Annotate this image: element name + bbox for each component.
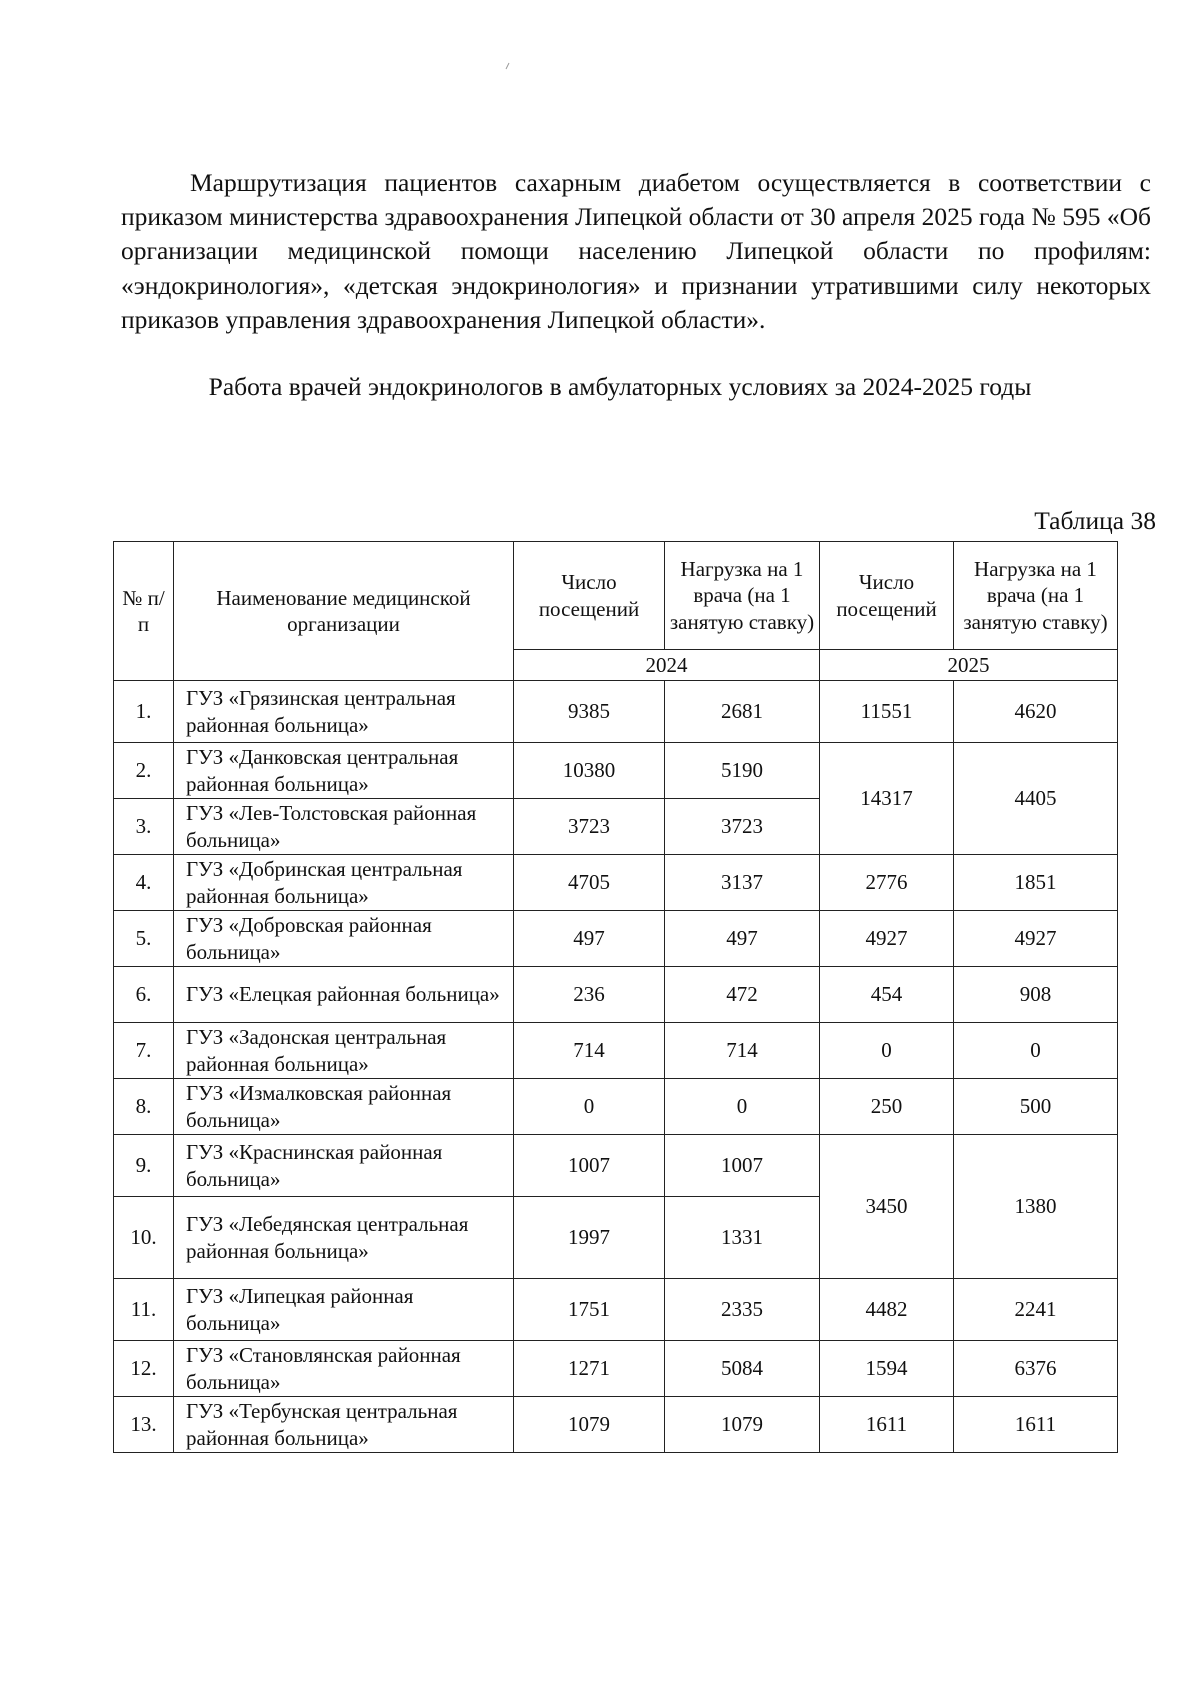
table-row: [114, 1023, 1118, 1079]
row-visits-2024: 1751: [514, 1279, 665, 1341]
row-visits-2025: 3450: [820, 1135, 954, 1279]
row-load-2024: 2335: [665, 1279, 820, 1341]
section-heading: Работа врачей эндокринологов в амбулаторных условиях за 2024-2025 годы: [208, 372, 1032, 401]
row-load-2024: 714: [665, 1023, 820, 1079]
row-visits-2025: 1611: [820, 1397, 954, 1453]
row-org: ГУЗ «Задонская центральная районная больница»: [174, 1023, 514, 1079]
table-row: [114, 1279, 1118, 1341]
header-org: Наименование медицинской организации: [174, 542, 514, 681]
row-org: ГУЗ «Добровская районная больница»: [174, 911, 514, 967]
row-load-2025: 6376: [954, 1341, 1118, 1397]
row-load-2024: 497: [665, 911, 820, 967]
table-row: [114, 743, 1118, 799]
row-org: ГУЗ «Лев-Толстовская районная больница»: [174, 799, 514, 855]
row-visits-2024: 1007: [514, 1135, 665, 1197]
table-row: [114, 911, 1118, 967]
row-visits-2024: 236: [514, 967, 665, 1023]
row-visits-2024: 497: [514, 911, 665, 967]
row-load-2024: 3723: [665, 799, 820, 855]
row-visits-2025: 4927: [820, 911, 954, 967]
row-visits-2025: 4482: [820, 1279, 954, 1341]
row-load-2025: 500: [954, 1079, 1118, 1135]
row-visits-2024: 1997: [514, 1197, 665, 1279]
table-row: [114, 855, 1118, 911]
header-visits-2025: Число посещений: [820, 542, 954, 650]
row-load-2024: 5084: [665, 1341, 820, 1397]
row-org: ГУЗ «Тербунская центральная районная больница»: [174, 1397, 514, 1453]
pen-mark: [505, 62, 511, 70]
header-year-2024: 2024: [514, 650, 820, 681]
row-load-2025: 1380: [954, 1135, 1118, 1279]
row-load-2024: 472: [665, 967, 820, 1023]
endocrinologists-table: [113, 541, 1118, 1453]
table-row: [114, 967, 1118, 1023]
row-num: 8.: [114, 1079, 174, 1135]
row-visits-2025: 11551: [820, 681, 954, 743]
table-row: [114, 1341, 1118, 1397]
row-visits-2025: 14317: [820, 743, 954, 855]
table-row: [114, 1079, 1118, 1135]
row-load-2025: 4620: [954, 681, 1118, 743]
row-load-2024: 1007: [665, 1135, 820, 1197]
row-org: ГУЗ «Измалковская районная больница»: [174, 1079, 514, 1135]
header-load-2024: Нагрузка на 1 врача (на 1 занятую ставку): [665, 542, 820, 650]
row-load-2025: 1851: [954, 855, 1118, 911]
row-org: ГУЗ «Лебедянская центральная районная больница»: [174, 1197, 514, 1279]
row-visits-2025: 0: [820, 1023, 954, 1079]
row-load-2024: 5190: [665, 743, 820, 799]
row-visits-2024: 714: [514, 1023, 665, 1079]
row-num: 4.: [114, 855, 174, 911]
row-org: ГУЗ «Становлянская районная больница»: [174, 1341, 514, 1397]
row-org: ГУЗ «Данковская центральная районная больница»: [174, 743, 514, 799]
row-load-2024: 1079: [665, 1397, 820, 1453]
row-visits-2024: 0: [514, 1079, 665, 1135]
row-load-2024: 3137: [665, 855, 820, 911]
header-visits-2024: Число посещений: [514, 542, 665, 650]
row-num: 11.: [114, 1279, 174, 1341]
row-load-2025: 4927: [954, 911, 1118, 967]
table-row: [114, 1135, 1118, 1197]
table-caption: Таблица 38: [1034, 506, 1156, 535]
row-visits-2024: 3723: [514, 799, 665, 855]
row-load-2025: 0: [954, 1023, 1118, 1079]
body-paragraph: Маршрутизация пациентов сахарным диабетом осуществляется в соответствии с приказом министерства здравоохранения Липецкой области от 30 апреля 2025 года № 595 «Об организации медицинской помощи населению Липецкой области по профилям: «эндокринология», «детская эндокринология» и признании утратившими силу некоторых приказов управления здравоохранения Липецкой области».: [121, 168, 1151, 334]
row-num: 5.: [114, 911, 174, 967]
table-row: [114, 681, 1118, 743]
row-org: ГУЗ «Липецкая районная больница»: [174, 1279, 514, 1341]
header-num: № п/п: [114, 542, 174, 681]
row-visits-2025: 454: [820, 967, 954, 1023]
row-visits-2025: 2776: [820, 855, 954, 911]
row-visits-2024: 4705: [514, 855, 665, 911]
row-load-2025: 2241: [954, 1279, 1118, 1341]
row-visits-2024: 1079: [514, 1397, 665, 1453]
row-visits-2024: 1271: [514, 1341, 665, 1397]
row-num: 1.: [114, 681, 174, 743]
row-num: 12.: [114, 1341, 174, 1397]
row-visits-2025: 250: [820, 1079, 954, 1135]
row-load-2025: 4405: [954, 743, 1118, 855]
row-org: ГУЗ «Добринская центральная районная больница»: [174, 855, 514, 911]
table-row: [114, 1397, 1118, 1453]
row-load-2025: 908: [954, 967, 1118, 1023]
row-num: 3.: [114, 799, 174, 855]
row-org: ГУЗ «Грязинская центральная районная больница»: [174, 681, 514, 743]
row-load-2024: 2681: [665, 681, 820, 743]
row-org: ГУЗ «Краснинская районная больница»: [174, 1135, 514, 1197]
row-num: 2.: [114, 743, 174, 799]
row-num: 13.: [114, 1397, 174, 1453]
row-load-2024: 0: [665, 1079, 820, 1135]
header-load-2025: Нагрузка на 1 врача (на 1 занятую ставку): [954, 542, 1118, 650]
row-load-2025: 1611: [954, 1397, 1118, 1453]
row-visits-2024: 10380: [514, 743, 665, 799]
row-num: 9.: [114, 1135, 174, 1197]
row-num: 7.: [114, 1023, 174, 1079]
row-load-2024: 1331: [665, 1197, 820, 1279]
row-num: 10.: [114, 1197, 174, 1279]
header-year-2025: 2025: [820, 650, 1118, 681]
row-org: ГУЗ «Елецкая районная больница»: [174, 967, 514, 1023]
row-num: 6.: [114, 967, 174, 1023]
row-visits-2025: 1594: [820, 1341, 954, 1397]
row-visits-2024: 9385: [514, 681, 665, 743]
